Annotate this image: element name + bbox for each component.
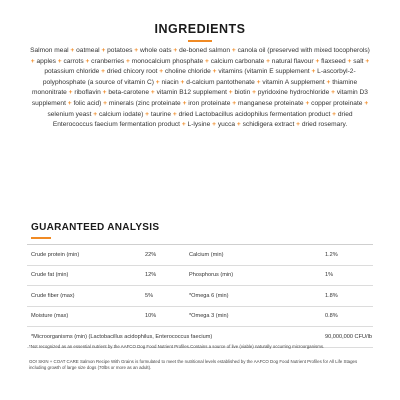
ingredient-separator: + (231, 47, 236, 54)
ingredient-separator: + (331, 89, 335, 97)
ingredient-separator: + (266, 57, 270, 65)
ingredient-item: minerals (zinc proteinate (108, 99, 181, 107)
ingredient-separator: + (93, 110, 98, 118)
ingredient-item: potatoes (107, 47, 133, 54)
nutrient-label: Phosphorus (min) (189, 272, 234, 278)
nutrient-value: 1% (325, 272, 334, 278)
ingredient-item: choline chloride (165, 68, 211, 76)
ingredient-separator: + (212, 121, 216, 129)
ingredient-separator: + (228, 89, 233, 97)
analysis-table (27, 244, 373, 348)
ingredient-separator: + (347, 57, 352, 65)
nutrient-label: Moisture (max) (31, 313, 69, 319)
ingredient-separator: + (181, 121, 186, 129)
ingredient-separator: + (305, 99, 310, 107)
ingredient-item: canola oil (preserved with mixed tocopherols) (237, 47, 370, 54)
nutrient-value: 12% (145, 272, 157, 278)
ingredient-separator: + (365, 57, 370, 65)
ingredient-item: natural flavour (271, 57, 314, 65)
nutrient-value: 90,000,000 CFU/lb (325, 333, 372, 340)
ingredient-separator: + (134, 47, 139, 54)
ingredient-item: vitamin A supplement (262, 78, 325, 86)
ingredient-separator: + (30, 57, 35, 65)
ingredient-item: flaxseed (321, 57, 346, 65)
ingredient-separator: + (67, 99, 72, 107)
ingredient-separator: + (252, 89, 256, 97)
ingredient-separator: + (364, 99, 369, 107)
nutrient-value: 1.8% (325, 292, 338, 299)
analysis-row (27, 307, 373, 328)
ingredient-separator: + (150, 89, 155, 97)
ingredient-separator: + (182, 99, 187, 107)
ingredient-item: calcium iodate) (98, 110, 144, 118)
ingredient-separator: + (155, 78, 160, 86)
ingredient-separator: + (315, 57, 320, 65)
nutrient-label: Crude fat (min) (31, 272, 69, 278)
ingredient-item: niacin (161, 78, 179, 86)
ingredient-item: apples (36, 57, 56, 65)
ingredient-item: dried rosemary. (301, 121, 348, 129)
ingredient-separator: + (332, 110, 337, 118)
ingredient-separator: + (102, 89, 107, 97)
nutrient-label: Calcium (min) (189, 251, 224, 258)
ingredient-item: calcium carbonate (210, 57, 265, 65)
ingredient-separator: + (101, 47, 106, 54)
ingredient-item: oatmeal (76, 47, 100, 54)
ingredient-item: schidigera extract (242, 121, 295, 129)
analysis-accent-rule (31, 237, 51, 239)
ingredient-separator: + (101, 68, 106, 76)
ingredient-item: vitamin D3 supplement (31, 89, 368, 107)
analysis-row (27, 266, 373, 287)
ingredient-item: copper proteinate (311, 99, 363, 107)
ingredient-item: L-ascorbyl-2-polyphosphate (a source of vitamin C) (42, 68, 356, 86)
ingredient-separator: + (256, 78, 261, 86)
ingredient-separator: + (296, 121, 300, 129)
ingredient-item: monocalcium phosphate (131, 57, 204, 65)
ingredient-item: d-calcium pantothenate (186, 78, 255, 86)
analysis-row (27, 245, 373, 266)
ingredient-separator: + (326, 78, 331, 86)
ingredient-separator: + (172, 110, 177, 118)
ingredient-item: de-boned salmon (179, 47, 231, 54)
ingredient-item: biotin (234, 89, 251, 97)
nutrient-value: 22% (145, 251, 157, 258)
ingredient-item: selenium yeast (47, 110, 92, 118)
ingredient-separator: + (205, 57, 209, 65)
analysis-row (27, 286, 373, 307)
nutrient-label: *Omega 6 (min) (189, 292, 229, 299)
ingredient-item: potassium chloride (44, 68, 100, 76)
ingredient-item: iron proteinate (188, 99, 231, 107)
nutrient-label: *Microorganisms (min) (Lactobacillus acidophilus, Enterococcus faecium) (31, 333, 213, 340)
ingredient-item: pyridoxine hydrochloride (257, 89, 330, 97)
ingredient-separator: + (145, 110, 150, 118)
ingredient-separator: + (68, 89, 73, 97)
ingredient-separator: + (85, 57, 90, 65)
ingredient-item: L-lysine (187, 121, 211, 129)
nutrient-label: Crude protein (min) (31, 251, 80, 258)
ingredient-separator: + (232, 99, 237, 107)
ingredient-item: beta-carotene (108, 89, 150, 97)
ingredient-item: yucca (217, 121, 236, 129)
ingredient-separator: + (103, 99, 108, 107)
nutrient-value: 10% (145, 313, 157, 319)
nutrient-value: 0.8% (325, 313, 338, 319)
nutrient-label: *Omega 3 (min) (189, 313, 229, 319)
nutrient-value: 5% (145, 292, 154, 299)
ingredient-item: thiamine mononitrate (32, 78, 358, 97)
ingredient-item: riboflavin (74, 89, 101, 97)
ingredient-item: salt (353, 57, 364, 65)
ingredient-separator: + (70, 47, 75, 54)
guaranteed-analysis-title: GUARANTEED ANALYSIS (31, 222, 160, 233)
ingredient-separator: + (126, 57, 130, 65)
ingredient-item: manganese proteinate (237, 99, 304, 107)
aafco-statement: GO! SKIN + COAT CARE Salmon Recipe With Grains is formulated to meet the nutritional levels established by the AAFCO Dog Food Nutrient Profiles for All Life Stages including growth of large size dogs (70lbs or more as an adult). (29, 359, 358, 370)
ingredients-title: INGREDIENTS (154, 22, 246, 36)
ingredient-item: vitamin B12 supplement (156, 89, 227, 97)
ingredients-list (30, 46, 370, 131)
ingredients-accent-rule (188, 40, 212, 42)
nutrient-value: 1.2% (325, 251, 338, 258)
ingredient-item: cranberries (91, 57, 125, 65)
ingredient-separator: + (57, 57, 62, 65)
ingredient-item: vitamins (vitamin E supplement (218, 68, 310, 76)
ingredient-item: folic acid) (73, 99, 102, 107)
ingredient-item: dried Enterococcus faecium fermentation product (52, 110, 353, 129)
nutrient-label: Crude fiber (max) (31, 292, 75, 299)
ingredient-separator: + (173, 47, 178, 54)
ingredient-item: taurine (150, 110, 172, 118)
ingredient-item: Salmon meal (30, 47, 69, 54)
analysis-footnote: *Not recognized as an essential nutrient by the AAFCO Dog Food Nutrient Profiles.Contains a source of live (viable) naturally occurring microorganisms. (29, 344, 325, 349)
ingredient-separator: + (311, 68, 316, 76)
ingredient-item: carrots (63, 57, 84, 65)
ingredient-item: dried chicory root (106, 68, 158, 76)
ingredient-separator: + (236, 121, 241, 129)
ingredient-separator: + (159, 68, 164, 76)
ingredient-item: whole oats (139, 47, 172, 54)
ingredient-separator: + (180, 78, 185, 86)
ingredient-separator: + (212, 68, 217, 76)
ingredient-item: dried Lactobacillus acidophilus fermentation product (178, 110, 331, 118)
